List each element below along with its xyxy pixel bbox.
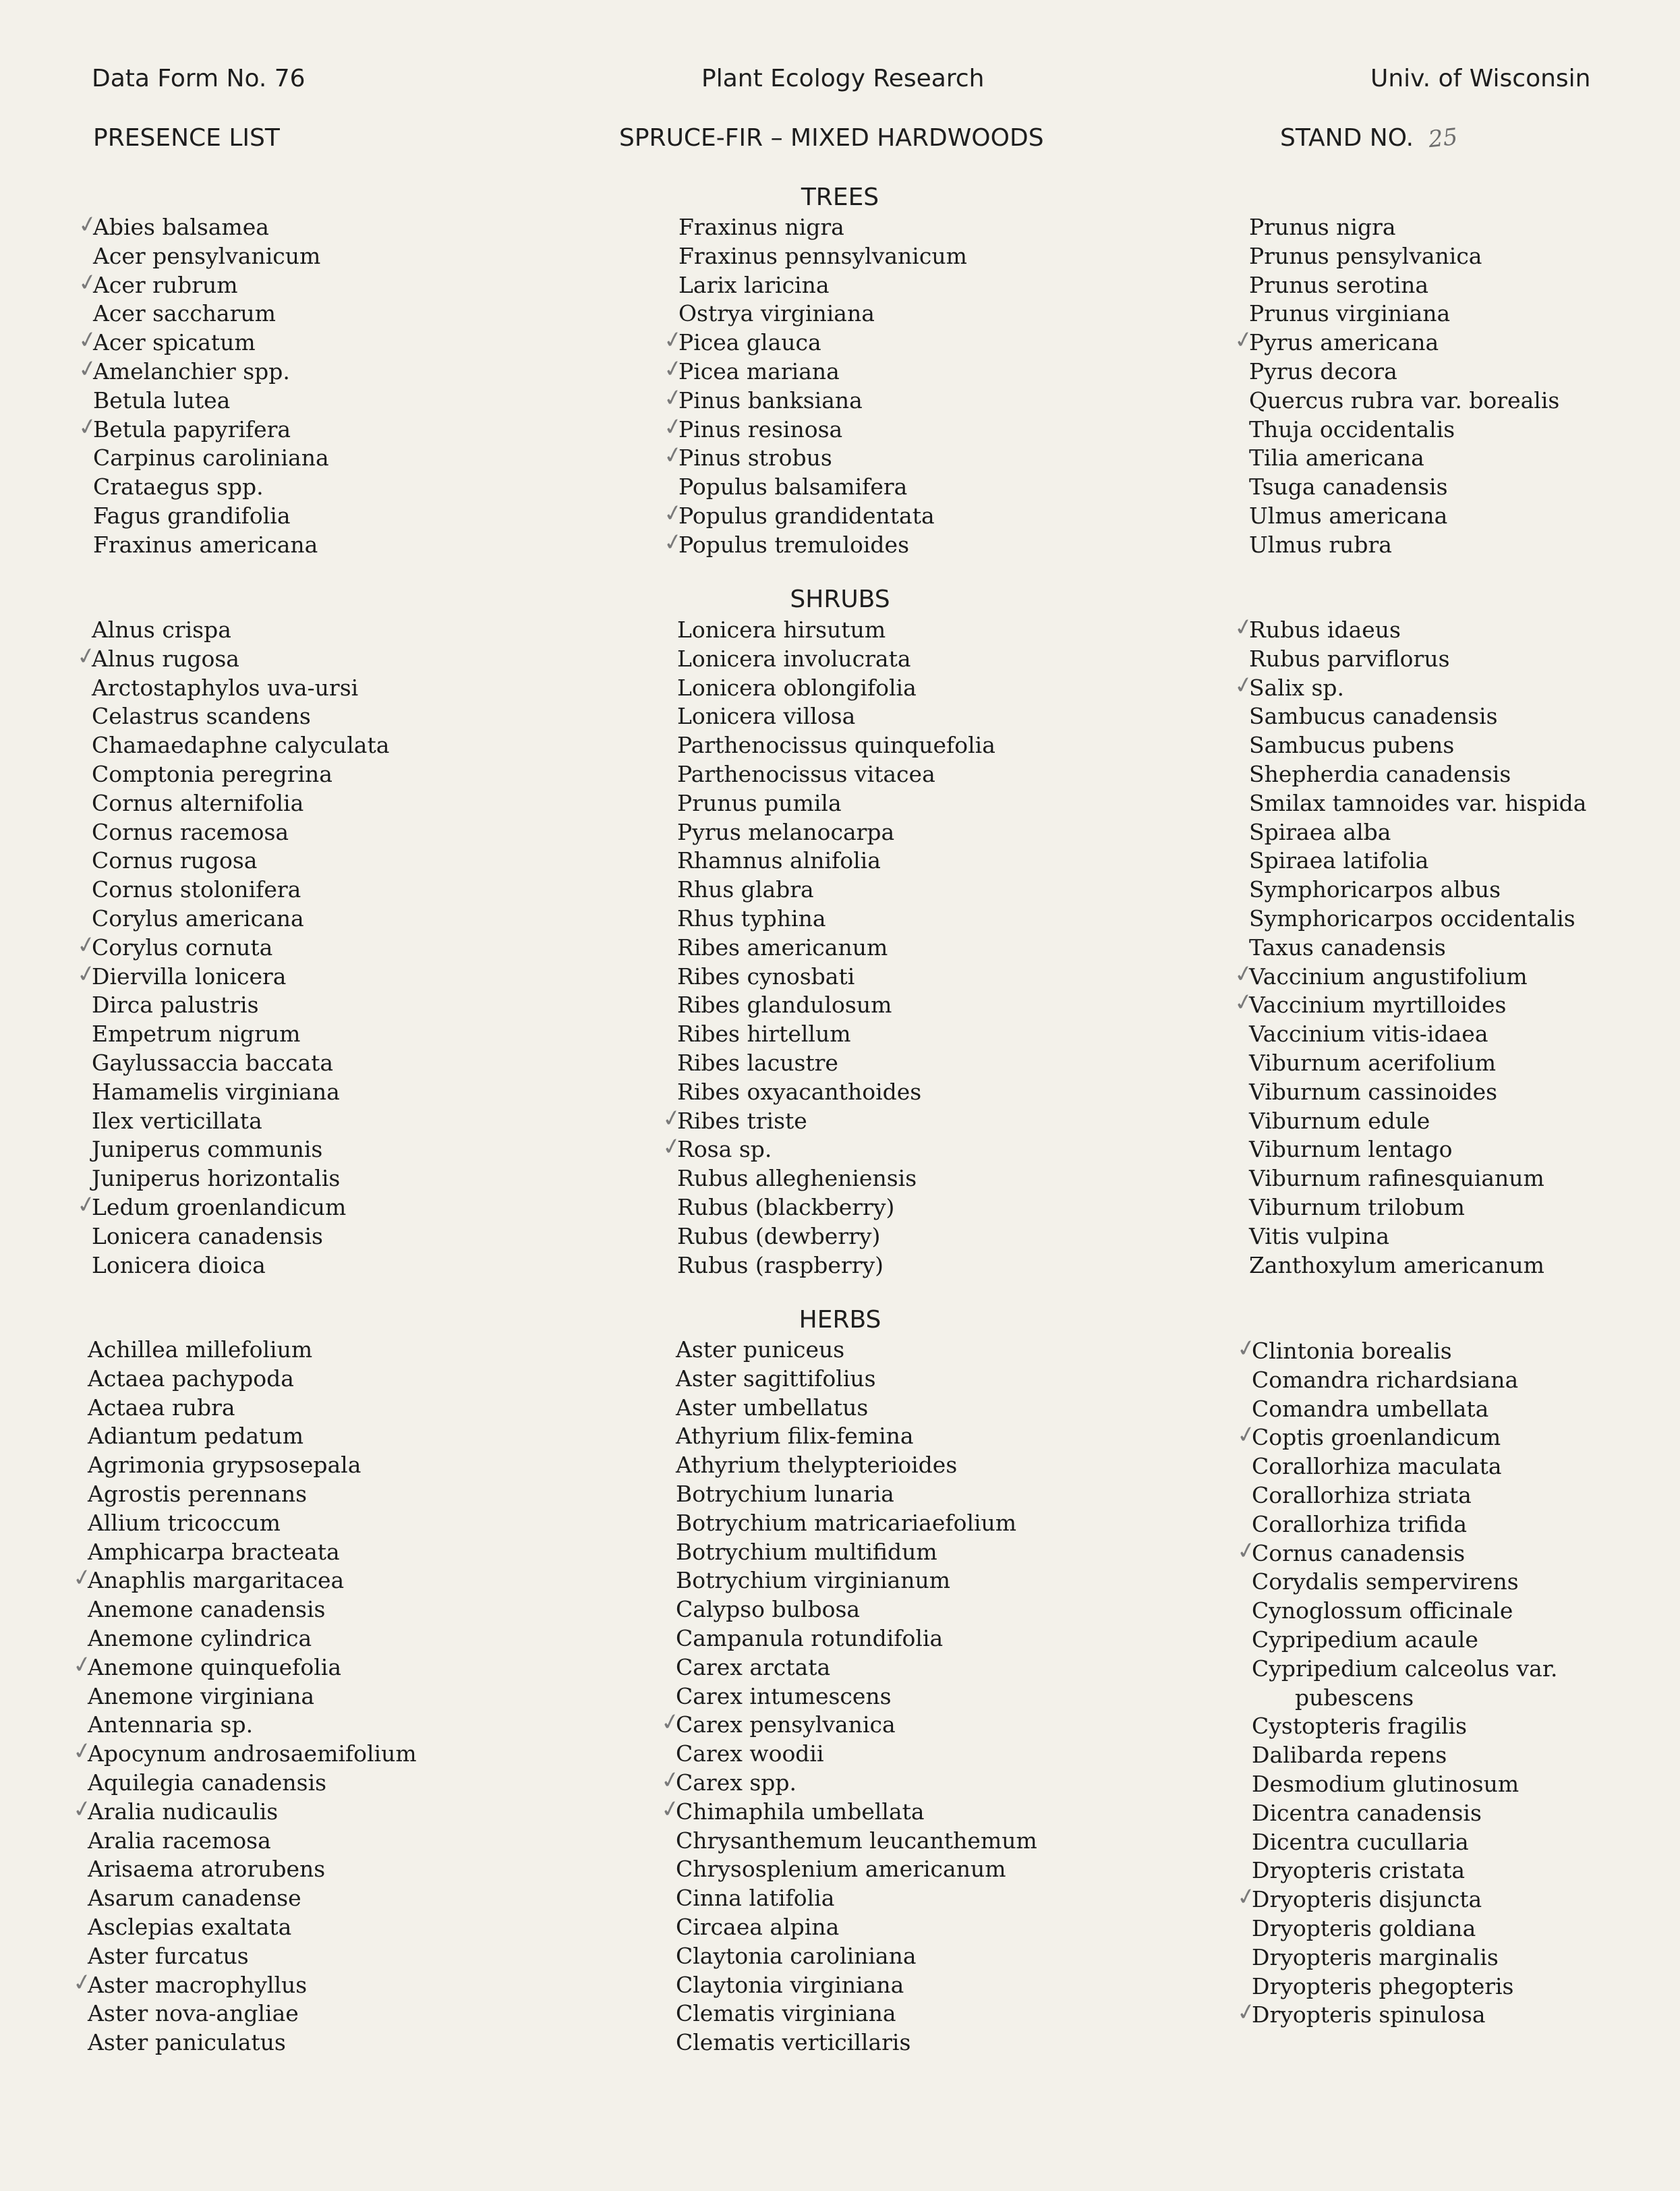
species-item: Fraxinus pennsylvanicum (678, 242, 967, 269)
species-item: Rubus (dewberry) (677, 1222, 881, 1249)
species-item: Anemone cylindrica (88, 1624, 312, 1651)
species-item: Chamaedaphne calyculata (92, 732, 390, 759)
species-item: ✓ Corylus cornuta (92, 934, 389, 963)
species-item: Prunus serotina (1249, 271, 1429, 298)
species-item: Taxus canadensis (1249, 934, 1446, 961)
species-item: ✓ Picea mariana (678, 358, 967, 387)
species-item: Celastrus scandens (92, 703, 311, 730)
species-item: Acer saccharum (93, 300, 276, 327)
species-item: Dicentra canadensis (1252, 1799, 1482, 1826)
species-item: ✓ Ledum groenlandicum (92, 1193, 389, 1222)
species-item: Parthenocissus vitacea (677, 760, 935, 787)
species-item: Aster furcatus (88, 1942, 249, 1969)
species-item: Prunus virginiana (1249, 300, 1451, 327)
species-item: ✓ Picea glauca (678, 329, 967, 358)
species-item: Achillea millefolium (88, 1336, 313, 1363)
species-item: Spiraea latifolia (1249, 847, 1429, 874)
species-item: Circaea alpina (676, 1913, 840, 1940)
form-number: Data Form No. 76 (92, 65, 306, 92)
species-item: Prunus pumila (677, 789, 842, 816)
species-item: Agrimonia grypsosepala (88, 1452, 361, 1479)
species-item: Chrysosplenium americanum (676, 1856, 1006, 1883)
species-item: Athyrium filix-femina (676, 1423, 914, 1450)
species-item: Allium tricoccum (88, 1509, 281, 1536)
species-item: Dryopteris phegopteris (1252, 1972, 1514, 1999)
herbs-column-2 (676, 1336, 1037, 2057)
species-item: ✓ Betula papyrifera (93, 416, 329, 445)
species-item: ✓ Aralia nudicaulis (88, 1798, 417, 1827)
species-item: Athyrium thelypterioides (676, 1452, 958, 1479)
species-item: ✓ Carex spp. (676, 1769, 1037, 1798)
species-item: Shepherdia canadensis (1249, 760, 1511, 787)
species-item: Ribes lacustre (677, 1049, 838, 1076)
species-item: ✓ Clintonia borealis (1252, 1337, 1558, 1366)
species-item: Larix laricina (678, 271, 830, 298)
species-item: Cornus rugosa (92, 847, 258, 874)
species-item: ✓ Rubus idaeus (1249, 616, 1586, 645)
section-title-trees: TREES (801, 183, 879, 211)
species-item: Actaea pachypoda (88, 1365, 294, 1392)
species-item: Sambucus canadensis (1249, 703, 1498, 730)
species-item: Cypripedium calceolus var. (1252, 1655, 1558, 1682)
species-item: ✓ Pinus strobus (678, 444, 967, 473)
species-item: Parthenocissus quinquefolia (677, 732, 995, 759)
species-item: Pyrus decora (1249, 358, 1397, 385)
species-item: Viburnum rafinesquianum (1249, 1165, 1544, 1192)
species-item: Dryopteris cristata (1252, 1857, 1466, 1884)
species-item: Aster nova-angliae (88, 2000, 299, 2027)
species-item: Clematis virginiana (676, 2000, 896, 2027)
trees-column-3 (1249, 213, 1559, 560)
species-item: Botrychium lunaria (676, 1480, 894, 1507)
species-item: Smilax tamnoides var. hispida (1249, 789, 1587, 816)
species-item: Aster puniceus (676, 1336, 845, 1363)
species-item: Botrychium multifidum (676, 1538, 937, 1565)
species-item: ✓ Diervilla lonicera (92, 963, 389, 992)
species-item: Lonicera oblongifolia (677, 674, 917, 701)
species-item: Ulmus rubra (1249, 531, 1392, 558)
species-item: Cynoglossum officinale (1252, 1597, 1513, 1624)
species-item: Corallorhiza trifida (1252, 1510, 1468, 1537)
species-item: Pyrus melanocarpa (677, 818, 895, 845)
species-item: Corallorhiza maculata (1252, 1453, 1502, 1480)
species-item: ✓ Pinus banksiana (678, 387, 967, 416)
species-item: Vaccinium vitis-idaea (1249, 1021, 1488, 1048)
species-item: ✓ Cornus canadensis (1252, 1539, 1558, 1568)
species-item: Populus balsamifera (678, 474, 908, 501)
shrubs-column-3 (1249, 616, 1586, 1280)
species-item: Fagus grandifolia (93, 502, 291, 529)
species-item: Rubus allegheniensis (677, 1165, 917, 1192)
species-item: Agrostis perennans (88, 1480, 308, 1507)
species-item: Prunus pensylvanica (1249, 242, 1482, 269)
species-item: Comandra richardsiana (1252, 1366, 1519, 1393)
stand-value: 25 (1427, 123, 1459, 154)
species-item: ✓ Apocynum androsaemifolium (88, 1740, 417, 1769)
species-item: Ribes americanum (677, 934, 888, 961)
species-item: Carex woodii (676, 1740, 824, 1767)
species-item: pubescens (1295, 1684, 1414, 1711)
species-item: Anemone virginiana (88, 1682, 315, 1709)
species-item: Botrychium virginianum (676, 1567, 951, 1594)
species-item: Calypso bulbosa (676, 1596, 861, 1623)
species-item: Dicentra cucullaria (1252, 1828, 1469, 1855)
species-item: Cinna latifolia (676, 1885, 835, 1912)
species-item: Ribes cynosbati (677, 963, 855, 990)
species-item: Dalibarda repens (1252, 1742, 1447, 1769)
herbs-column-1 (88, 1336, 417, 2057)
herbs-column-3 (1252, 1337, 1558, 2030)
species-item: Aralia racemosa (88, 1827, 271, 1854)
species-item: ✓ Anaphlis margaritacea (88, 1566, 417, 1595)
species-item: ✓ Rosa sp. (677, 1135, 995, 1164)
species-item: Symphoricarpos albus (1249, 876, 1501, 903)
species-item: Rhus glabra (677, 876, 814, 903)
species-item: ✓ Aster macrophyllus (88, 1971, 417, 2000)
species-item: ✓ Dryopteris spinulosa (1252, 2001, 1558, 2030)
species-item: Ulmus americana (1249, 502, 1448, 529)
species-item: Lonicera hirsutum (677, 617, 886, 643)
species-item: ✓ Abies balsamea (93, 213, 329, 242)
species-item: ✓ Pyrus americana (1249, 329, 1559, 358)
species-item: Thuja occidentalis (1249, 416, 1455, 443)
species-item: Corylus americana (92, 905, 304, 932)
shrubs-column-1 (92, 616, 389, 1280)
species-item: ✓ Vaccinium angustifolium (1249, 963, 1586, 992)
species-item: Rhamnus alnifolia (677, 847, 881, 874)
species-item: Carex arctata (676, 1653, 831, 1680)
species-item: ✓ Pinus resinosa (678, 416, 967, 445)
species-item: ✓ Populus grandidentata (678, 502, 967, 531)
species-item: ✓ Salix sp. (1249, 674, 1586, 703)
species-item: Ilex verticillata (92, 1107, 262, 1134)
species-item: Cornus racemosa (92, 818, 289, 845)
species-item: Actaea rubra (88, 1394, 235, 1421)
species-item: Juniperus horizontalis (92, 1165, 341, 1192)
species-item: Viburnum acerifolium (1249, 1049, 1496, 1076)
community-title: SPRUCE-FIR – MIXED HARDWOODS (619, 124, 1044, 152)
species-item: Aster paniculatus (88, 2029, 286, 2056)
section-title-herbs: HERBS (799, 1306, 881, 1334)
species-item: ✓ Alnus rugosa (92, 645, 389, 674)
species-item: Crataegus spp. (93, 474, 264, 501)
list-title: PRESENCE LIST (93, 124, 280, 152)
species-item: Carpinus caroliniana (93, 445, 329, 472)
species-item: Sambucus pubens (1249, 732, 1455, 759)
species-item: Carex intumescens (676, 1682, 892, 1709)
species-item: Lonicera dioica (92, 1251, 266, 1278)
species-item: Clematis verticillaris (676, 2029, 911, 2056)
species-item: Ribes oxyacanthoides (677, 1078, 922, 1105)
trees-column-2 (678, 213, 967, 560)
species-item: Juniperus communis (92, 1136, 323, 1163)
trees-column-1 (93, 213, 329, 560)
species-item: Gaylussaccia baccata (92, 1049, 334, 1076)
species-item: Viburnum trilobum (1249, 1193, 1465, 1220)
species-item: Cornus alternifolia (92, 789, 304, 816)
species-item: Cystopteris fragilis (1252, 1713, 1468, 1740)
species-item: Alnus crispa (92, 617, 231, 643)
species-item: Ribes hirtellum (677, 1021, 851, 1048)
species-item: Vitis vulpina (1249, 1222, 1390, 1249)
species-item: Lonicera involucrata (677, 645, 911, 672)
species-item: Acer pensylvanicum (93, 242, 321, 269)
species-item: Rhus typhina (677, 905, 826, 932)
species-item: Aquilegia canadensis (88, 1769, 327, 1796)
species-item: Asarum canadense (88, 1885, 301, 1912)
species-item: Tsuga canadensis (1249, 474, 1448, 501)
species-item: Dirca palustris (92, 992, 259, 1019)
organization: Plant Ecology Research (701, 65, 985, 92)
species-item: Prunus nigra (1249, 214, 1396, 240)
species-item: Symphoricarpos occidentalis (1249, 905, 1575, 932)
species-item: Viburnum cassinoides (1249, 1078, 1498, 1105)
species-item: Lonicera canadensis (92, 1222, 323, 1249)
species-item: Chrysanthemum leucanthemum (676, 1827, 1037, 1854)
species-item: Fraxinus nigra (678, 214, 844, 240)
species-item: Adiantum pedatum (88, 1423, 303, 1450)
species-item: Comptonia peregrina (92, 760, 332, 787)
species-item: Arctostaphylos uva-ursi (92, 674, 359, 701)
species-item: Empetrum nigrum (92, 1021, 301, 1048)
species-item: Ribes glandulosum (677, 992, 892, 1019)
species-item: ✓ Anemone quinquefolia (88, 1653, 417, 1682)
species-item: Dryopteris goldiana (1252, 1914, 1476, 1941)
species-item: Hamamelis virginiana (92, 1078, 340, 1105)
species-item: Corallorhiza striata (1252, 1481, 1472, 1508)
species-item: Rubus (blackberry) (677, 1193, 895, 1220)
shrubs-column-2 (677, 616, 995, 1280)
species-item: ✓ Amelanchier spp. (93, 358, 329, 387)
species-item: Rubus parviflorus (1249, 645, 1450, 672)
species-item: Desmodium glutinosum (1252, 1770, 1519, 1797)
species-item: Cornus stolonifera (92, 876, 301, 903)
species-item: Lonicera villosa (677, 703, 856, 730)
species-item: Cypripedium acaule (1252, 1626, 1478, 1653)
species-item: Quercus rubra var. borealis (1249, 387, 1560, 414)
species-item: Rubus (raspberry) (677, 1251, 884, 1278)
species-item: Viburnum edule (1249, 1107, 1430, 1134)
species-item: Antennaria sp. (88, 1711, 254, 1738)
species-item: Asclepias exaltata (88, 1913, 292, 1940)
species-item: Anemone canadensis (88, 1596, 326, 1623)
species-item: Aster umbellatus (676, 1394, 869, 1421)
section-title-shrubs: SHRUBS (790, 586, 890, 613)
species-item: Viburnum lentago (1249, 1136, 1453, 1163)
stand-label: STAND NO. (1280, 124, 1414, 152)
species-item: Tilia americana (1249, 445, 1424, 472)
species-item: ✓ Carex pensylvanica (676, 1711, 1037, 1740)
species-item: Botrychium matricariaefolium (676, 1509, 1017, 1536)
species-item: Aster sagittifolius (676, 1365, 876, 1392)
species-item: ✓ Populus tremuloides (678, 531, 967, 560)
species-item: ✓ Vaccinium myrtilloides (1249, 991, 1586, 1020)
species-item: Claytonia virginiana (676, 1971, 904, 1998)
stand-number (1280, 124, 1457, 152)
species-item: ✓ Acer rubrum (93, 271, 329, 300)
species-item: ✓ Dryopteris disjuncta (1252, 1885, 1558, 1914)
species-item: Comandra umbellata (1252, 1395, 1489, 1422)
species-item: Arisaema atrorubens (88, 1856, 326, 1883)
species-item: Zanthoxylum americanum (1249, 1251, 1544, 1278)
species-item: Ostrya virginiana (678, 300, 875, 327)
species-item: Amphicarpa bracteata (88, 1538, 340, 1565)
species-item: Dryopteris marginalis (1252, 1943, 1499, 1970)
species-item: ✓ Ribes triste (677, 1107, 995, 1136)
species-item: Betula lutea (93, 387, 231, 414)
species-item: Campanula rotundifolia (676, 1624, 944, 1651)
species-item: Spiraea alba (1249, 818, 1391, 845)
species-item: Corydalis sempervirens (1252, 1568, 1519, 1595)
species-item: ✓ Chimaphila umbellata (676, 1798, 1037, 1827)
species-item: Fraxinus americana (93, 531, 318, 558)
species-item: Claytonia caroliniana (676, 1942, 917, 1969)
species-item: ✓ Acer spicatum (93, 329, 329, 358)
university: Univ. of Wisconsin (1370, 65, 1591, 92)
species-item: ✓ Coptis groenlandicum (1252, 1423, 1558, 1452)
